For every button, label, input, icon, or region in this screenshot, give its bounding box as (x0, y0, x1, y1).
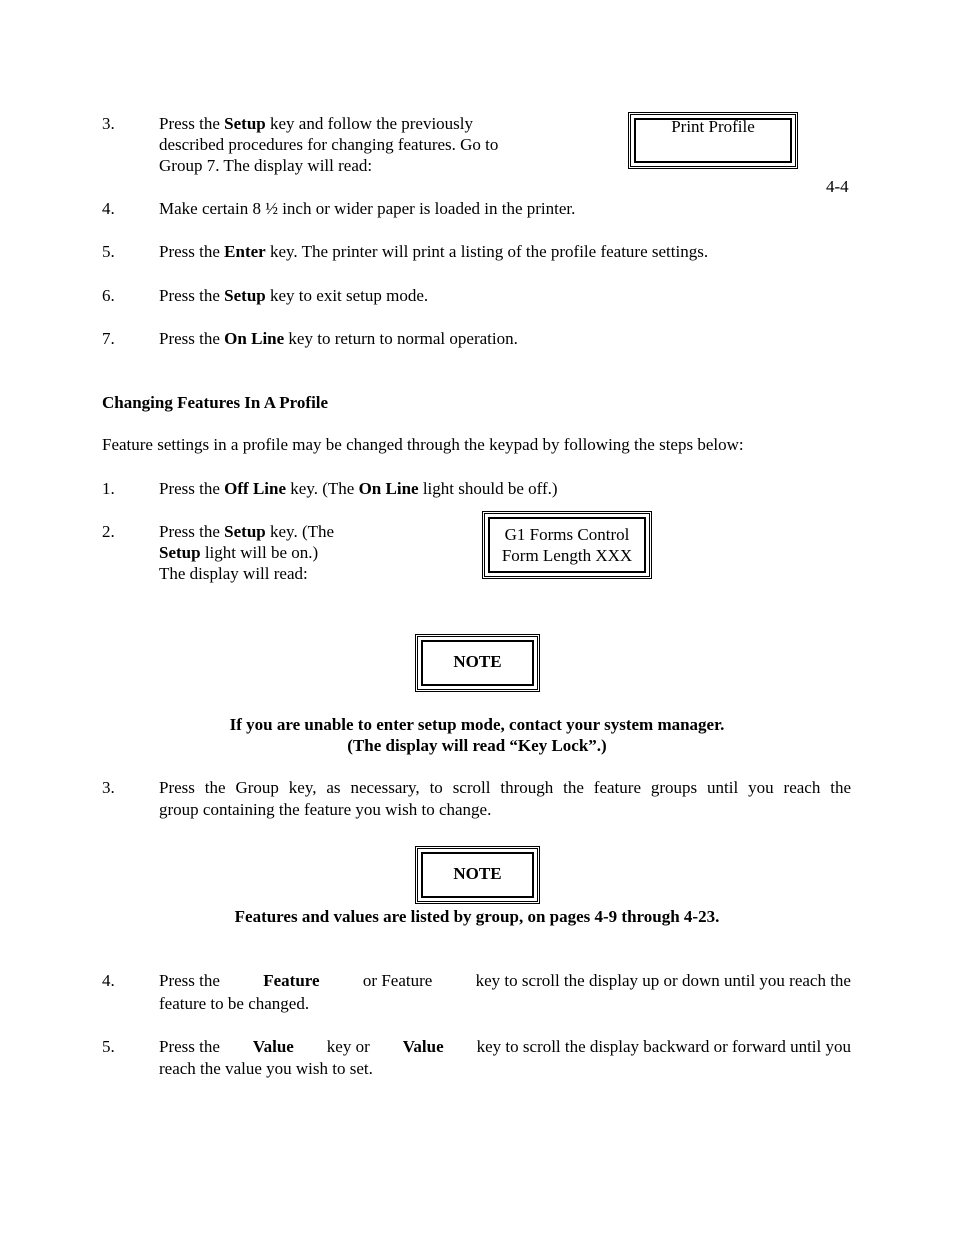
text-run: key to exit setup mode. (265, 286, 429, 305)
key-name: Setup (159, 543, 201, 562)
intro-paragraph: Feature settings in a profile may be changed through the keypad by following the steps below: (102, 435, 744, 454)
text-line: The display will read: (159, 564, 308, 583)
note-box (415, 634, 540, 692)
step-number: 4. (102, 199, 115, 218)
text-line: group containing the feature you wish to change. (159, 799, 492, 819)
text-run: or Feature (362, 971, 433, 990)
text-run: key. (The (265, 522, 335, 541)
text-run: light should be off.) (418, 479, 558, 498)
lcd-display-print-profile (628, 112, 798, 169)
text-run: Press the (159, 329, 225, 348)
lcd-screen (488, 517, 646, 573)
text-line: feature to be changed. (159, 993, 310, 1013)
step-3-text (159, 113, 498, 176)
lcd-display-forms-control (482, 511, 652, 579)
text-run: Press the (159, 522, 225, 541)
key-name: Setup (224, 114, 266, 133)
text-run: Press the (159, 242, 225, 261)
text-run: key and follow the previously (265, 114, 474, 133)
step-5-text (159, 241, 708, 263)
text-run: key. The printer will print a listing of the profile feature settings. (265, 242, 709, 261)
step-number: 1. (102, 479, 115, 498)
step-1-text (159, 478, 558, 500)
key-name: Off Line (224, 479, 287, 498)
note-label: NOTE (421, 852, 534, 898)
step-number: 5. (102, 242, 115, 261)
step-number: 7. (102, 329, 115, 348)
step-7-text (159, 328, 518, 350)
step-6-text (159, 285, 428, 307)
text-line: described procedures for changing features. Go to (159, 135, 499, 154)
text-run: Press the (159, 479, 225, 498)
key-name: Value (252, 1037, 294, 1056)
step-number: 5. (102, 1037, 115, 1056)
lcd-line: G1 Forms Control (504, 525, 630, 544)
text-run: light will be on.) (200, 543, 319, 562)
step-4-text: Make certain 8 ½ inch or wider paper is loaded in the printer. (159, 199, 576, 218)
text-run: Press the (159, 114, 225, 133)
step-number: 4. (102, 971, 115, 990)
key-name: Setup (224, 522, 266, 541)
key-name: Feature (263, 971, 320, 990)
section-heading: Changing Features In A Profile (102, 393, 329, 412)
note-text: (The display will read “Key Lock”.) (347, 736, 607, 755)
text-line: reach the value you wish to set. (159, 1058, 373, 1078)
page-number: 4-4 (826, 177, 849, 196)
note-box (415, 846, 540, 904)
text-run: key or (326, 1037, 370, 1056)
note-text: If you are unable to enter setup mode, contact your system manager. (229, 715, 725, 734)
text-run: Press the (159, 286, 225, 305)
text-run: key. (The (286, 479, 359, 498)
text-run: key to scroll the display backward or forward until you (476, 1037, 851, 1056)
lcd-line: Form Length XXX (501, 546, 633, 565)
step-number: 3. (102, 114, 115, 133)
key-name: Enter (224, 242, 266, 261)
lcd-text: Print Profile (634, 118, 792, 163)
text-line: Press the Group key, as necessary, to scroll through the feature groups until you reach the (159, 778, 851, 797)
key-name: Setup (224, 286, 266, 305)
step-number: 3. (102, 778, 115, 797)
note-text: Features and values are listed by group, on pages 4-9 through 4-23. (234, 907, 720, 926)
text-line: Group 7. The display will read: (159, 156, 373, 175)
text-run: key to scroll the display up or down until you reach the (475, 971, 851, 990)
key-name: Value (402, 1037, 444, 1056)
step-5-bottom-text (159, 1036, 851, 1080)
step-number: 6. (102, 286, 115, 305)
key-name: On Line (224, 329, 285, 348)
step-number: 2. (102, 522, 115, 541)
text-run: key to return to normal operation. (284, 329, 518, 348)
text-run: Press the (159, 1037, 220, 1056)
step-3-bottom-text (159, 777, 851, 820)
key-name: On Line (358, 479, 419, 498)
step-4-bottom-text (159, 970, 851, 1016)
note-label: NOTE (421, 640, 534, 686)
text-run: Press the (159, 971, 220, 990)
step-2-text (159, 521, 334, 584)
